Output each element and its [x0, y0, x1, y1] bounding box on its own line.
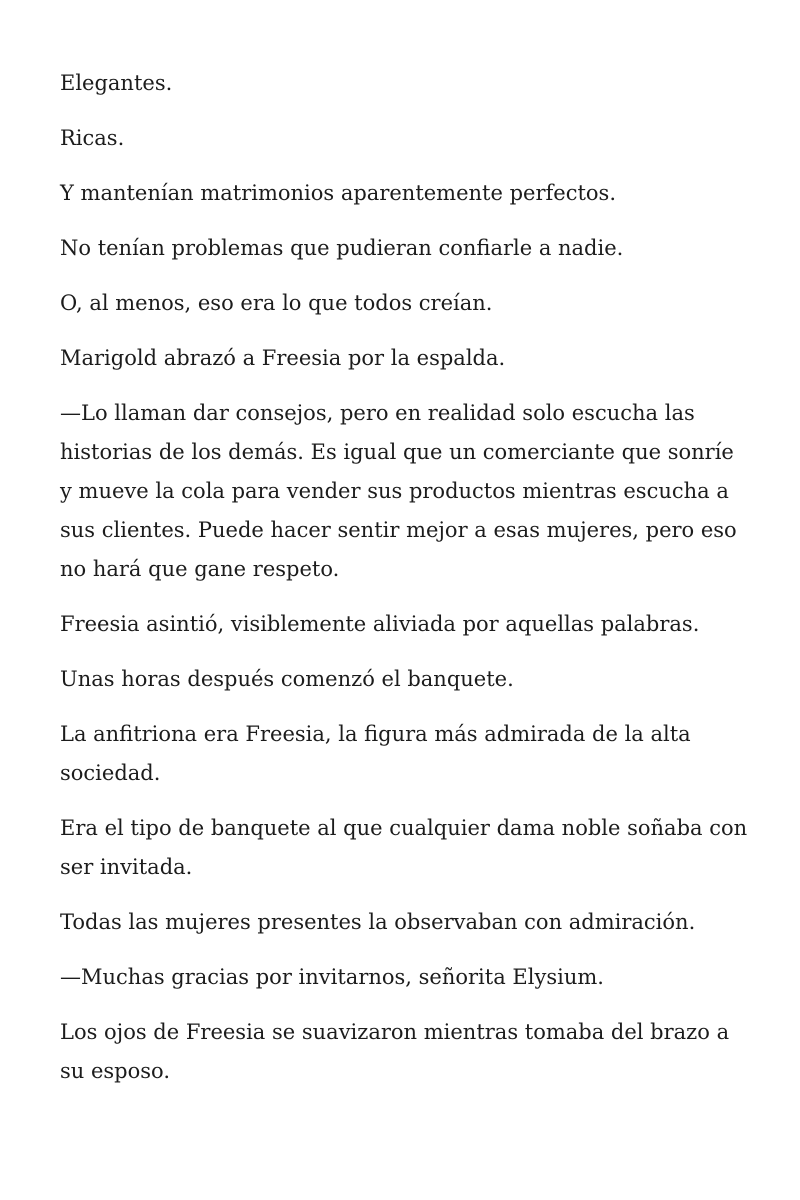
- paragraph: Ricas.: [60, 126, 125, 150]
- paragraph: O, al menos, eso era lo que todos creían.: [60, 291, 493, 315]
- paragraph: Unas horas después comenzó el banquete.: [60, 667, 514, 691]
- paragraph: Elegantes.: [60, 71, 173, 95]
- paragraph: Era el tipo de banquete al que cualquier dama noble soñaba con ser invitada.: [60, 816, 748, 879]
- text-body: [60, 64, 750, 1107]
- paragraph: Y mantenían matrimonios aparentemente perfectos.: [60, 181, 616, 205]
- paragraph: No tenían problemas que pudieran confiarle a nadie.: [60, 236, 624, 260]
- paragraph: Todas las mujeres presentes la observaban con admiración.: [60, 910, 696, 934]
- paragraph: Marigold abrazó a Freesia por la espalda.: [60, 346, 506, 370]
- paragraph: —Lo llaman dar consejos, pero en realidad solo escucha las historias de los demás. Es igual que un comerciante que sonríe y mueve la cola para vender sus productos mientras escucha a sus clientes. Puede hacer sentir mejor a esas mujeres, pero eso no hará que gane respeto.: [60, 401, 737, 581]
- paragraph: La anfitriona era Freesia, la figura más admirada de la alta sociedad.: [60, 722, 691, 785]
- paragraph: Freesia asintió, visiblemente aliviada por aquellas palabras.: [60, 612, 700, 636]
- paragraph: Los ojos de Freesia se suavizaron mientras tomaba del brazo a su esposo.: [60, 1020, 730, 1083]
- paragraph: —Muchas gracias por invitarnos, señorita Elysium.: [60, 965, 604, 989]
